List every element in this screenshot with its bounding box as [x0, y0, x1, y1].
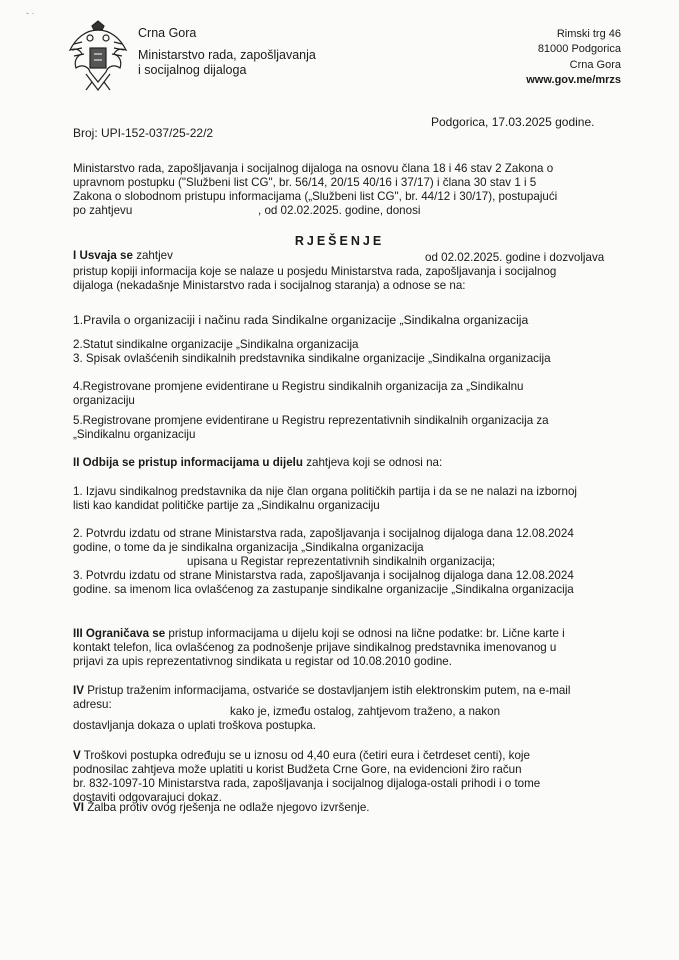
section-5-label: V	[73, 749, 81, 762]
address-street: Rimski trg 46	[556, 28, 621, 40]
section-5-first-line	[73, 749, 530, 762]
section-3-text: pristup informacijama u dijelu koji se odnosi na lične podatke: br. Lične karte i	[168, 627, 565, 640]
section-5-text: dostaviti odgovarajuci dokaz.	[73, 791, 222, 804]
list-item: 1. Izjavu sindikalnog predstavnika da nije član organa političkih partija i da se ne nalazi na izbornoj	[73, 485, 577, 498]
section-1-text: zahtjev	[136, 249, 173, 262]
section-1-text: dijaloga (nekadašnje Ministarstvo rada i socijalnog staranja) a odnose se na:	[73, 279, 466, 292]
section-4-text: dostavljanja dokaza o uplati troškova postupka.	[73, 719, 316, 732]
list-item: 3. Potvrdu izdatu od strane Ministarstva rada, zapošljavanja i socijalnog dijaloga dana 12.08.2024	[73, 569, 574, 582]
section-3-label: III Ograničava se	[73, 627, 166, 640]
section-2-heading	[73, 456, 442, 469]
list-item: upisana u Registar reprezentativnih sindikalnih organizacija;	[187, 555, 496, 568]
website-link[interactable]: www.gov.me/mrzs	[526, 74, 621, 87]
section-4-text: kako je, između ostalog, zahtjevom traženo, a nakon	[230, 705, 501, 718]
section-3-text: kontakt telefon, lica ovlašćenog za podnošenje prijave sindikalnog predstavnika imenovanog u	[73, 641, 557, 654]
section-2-label: II Odbija se pristup informacijama u dijelu	[73, 456, 303, 469]
section-4-text: adresu:	[73, 698, 112, 711]
section-4-text: Pristup traženim informacijama, ostvariće se dostavljanjem istih elektronskim putem, na e-mail	[87, 684, 571, 697]
letterhead-organization	[138, 25, 316, 79]
ministry-name-line2: i socijalnog dijaloga	[138, 63, 247, 77]
section-6-label: VI	[73, 801, 84, 814]
section-4-label: IV	[73, 684, 84, 697]
section-4-first-line	[73, 684, 570, 697]
place-date: Podgorica, 17.03.2025 godine.	[431, 115, 595, 129]
list-item: organizaciju	[73, 394, 135, 407]
intro-line: , od 02.02.2025. godine, donosi	[258, 204, 421, 217]
intro-line: po zahtjevu	[73, 204, 133, 217]
section-3-first-line	[73, 627, 565, 640]
section-5-text: Troškovi postupka određuju se u iznosu od 4,40 eura (četiri eura i četrdeset centi), koje	[83, 749, 530, 762]
section-1-label: I Usvaja se	[73, 249, 133, 262]
section-1-text: od 02.02.2025. godine i dozvoljava	[425, 251, 605, 264]
list-item: 5.Registrovane promjene evidentirane u Registru reprezentativnih sindikalnih organizacija za	[73, 414, 549, 427]
list-item: 2.Statut sindikalne organizacije „Sindikalna organizacija	[73, 338, 359, 351]
list-item: „Sindikalnu organizaciju	[73, 428, 196, 441]
address-city: 81000 Podgorica	[537, 43, 621, 56]
section-3-text: prijavi za upis reprezentativnog sindikata u registar od 10.08.2010 godine.	[73, 655, 452, 668]
intro-line: Zakona o slobodnom pristupu informacijama („Službeni list CG", br. 44/12 i 30/17), postupajući	[73, 190, 558, 203]
section-6-line	[73, 801, 369, 814]
case-number: Broj: UPI-152-037/25-22/2	[73, 126, 214, 140]
decision-title: RJEŠENJE	[294, 234, 385, 248]
section-1-first-line	[73, 249, 173, 262]
section-2-text: zahtjeva koji se odnosi na:	[306, 456, 443, 469]
margin-mark: - ·	[26, 8, 35, 18]
list-item: godine, o tome da je sindikalna organizacija „Sindikalna organizacija	[73, 541, 424, 554]
list-item: godine. sa imenom lica ovlašćenog za zastupanje sindikalne organizacije „Sindikalna organizacija	[73, 583, 574, 596]
intro-line: upravnom postupku ("Službeni list CG", br. 56/14, 20/15 40/16 i 37/17) i člana 30 stav 1 i 5	[73, 176, 537, 189]
coat-of-arms-icon	[66, 20, 130, 94]
list-item: 3. Spisak ovlašćenih sindikalnih predstavnika sindikalne organizacije „Sindikalna organizacija	[73, 352, 551, 365]
country-name: Crna Gora	[138, 26, 197, 40]
list-item: 1.Pravila o organizaciji i načinu rada Sindikalne organizacije „Sindikalna organizacija	[73, 313, 529, 327]
list-item: 4.Registrovane promjene evidentirane u Registru sindikalnih organizacija za „Sindikalnu	[73, 380, 524, 393]
list-item: listi kao kandidat političke partije za „Sindikalnu organizaciju	[73, 499, 380, 512]
section-5-text: podnosilac zahtjeva može uplatiti u korist Budžeta Crne Gore, na evidencioni žiro račun	[73, 763, 522, 776]
letterhead-address	[526, 27, 621, 89]
ministry-name-line1: Ministarstvo rada, zapošljavanja	[138, 48, 316, 62]
intro-line: Ministarstvo rada, zapošljavanja i socijalnog dijaloga na osnovu člana 18 i 46 stav 2 Zakona o	[73, 162, 554, 175]
address-country: Crna Gora	[569, 58, 621, 71]
section-1-text: pristup kopiji informacija koje se nalaze u posjedu Ministarstva rada, zapošljavanja i socijalnog	[73, 265, 557, 278]
section-6-text: Žalba protiv ovog rješenja ne odlaže njegovo izvršenje.	[87, 801, 370, 814]
section-5-text: br. 832-1097-10 Ministarstva rada, zapošljavanja i socijalnog dijaloga-ostali prihodi i o tome	[73, 777, 541, 790]
list-item: 2. Potvrdu izdatu od strane Ministarstva rada, zapošljavanja i socijalnog dijaloga dana 12.08.2024	[73, 527, 574, 540]
